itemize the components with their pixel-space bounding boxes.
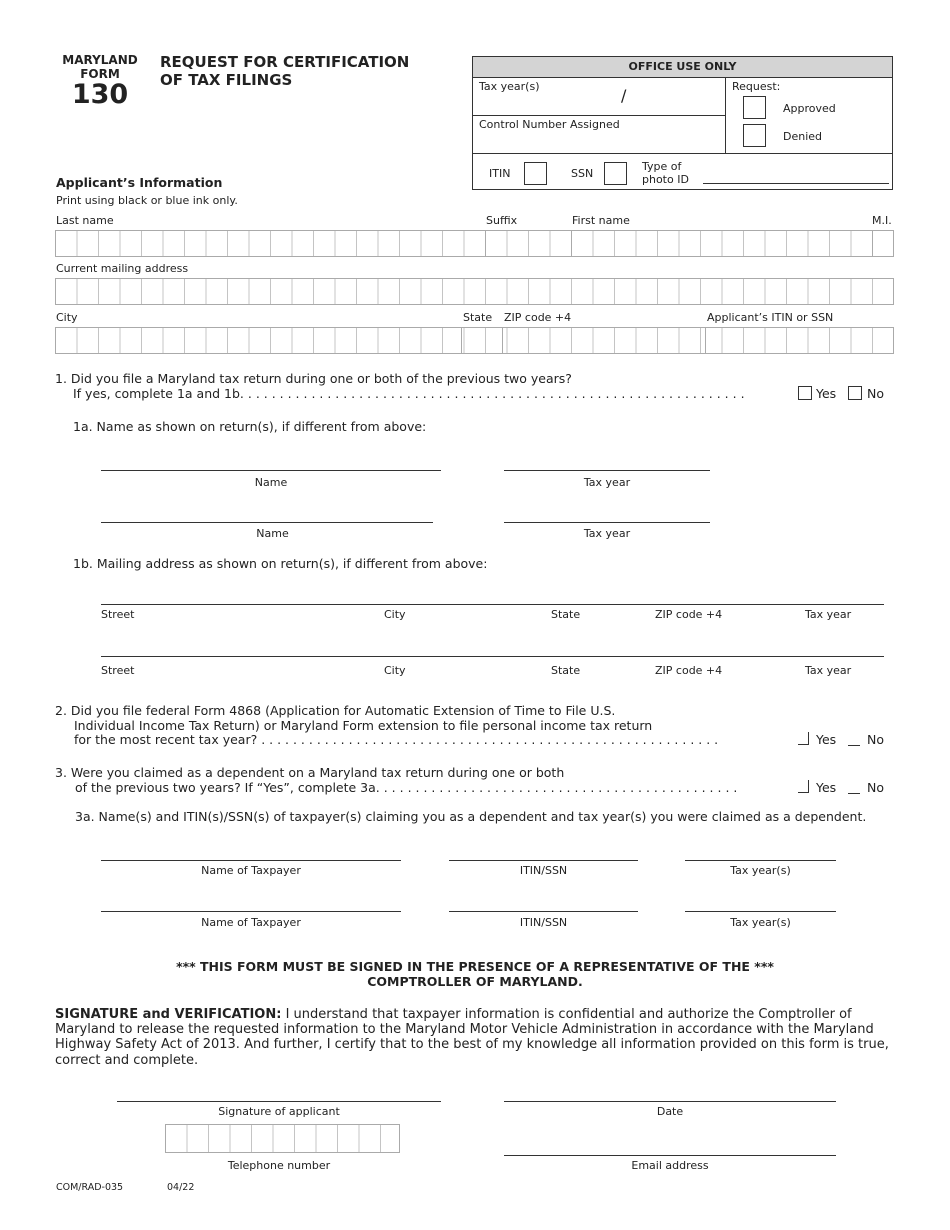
q1b-address-line-2[interactable] <box>101 656 884 657</box>
form-title-line1: REQUEST FOR CERTIFICATION <box>160 53 410 71</box>
form-code: COM/RAD-035 <box>56 1182 124 1193</box>
photo-id-label-2: photo ID <box>642 173 689 186</box>
suffix-label: Suffix <box>486 214 518 227</box>
mailing-address-label: Current mailing address <box>56 262 189 275</box>
q1a-name-line-1[interactable] <box>101 470 441 471</box>
q1b-tax-year-label-2: Tax year <box>805 664 852 677</box>
tax-years-label: Tax year(s) <box>479 80 540 93</box>
signature-verification-paragraph <box>55 1007 897 1068</box>
denied-checkbox[interactable] <box>743 124 766 147</box>
q1b-street-label-1: Street <box>101 608 135 621</box>
q1a-tax-year-label-1: Tax year <box>583 476 631 489</box>
q1-yes-checkbox[interactable] <box>798 386 812 400</box>
itin-checkbox[interactable] <box>524 162 547 185</box>
state-label: MARYLAND <box>62 53 138 67</box>
q2-text-line2: Individual Income Tax Return) or Maryland Form extension to file personal income tax return <box>74 718 653 733</box>
q3-text-line2: of the previous two years? If “Yes”, complete 3a. . . . . . . . . . . . . . . . . . . . . . . . . . . . . . . . . . . . . . . . . . . . . . <box>75 780 738 795</box>
last-name-label: Last name <box>56 214 114 227</box>
q1a-tax-year-line-2[interactable] <box>504 522 710 523</box>
q1a-name-line-2[interactable] <box>101 522 433 523</box>
signature-heading: SIGNATURE and VERIFICATION: <box>55 1007 282 1022</box>
q1-yes-label: Yes <box>816 386 837 401</box>
q3-yes-checkbox[interactable] <box>798 780 809 793</box>
q3-yes-label: Yes <box>816 780 837 795</box>
q1b-zip-label-1: ZIP code +4 <box>655 608 723 621</box>
form-number: 130 <box>71 79 129 110</box>
q1b-state-label-2: State <box>551 664 581 677</box>
q3a-itin-line-2[interactable] <box>449 911 638 912</box>
q1b-city-label-2: City <box>384 664 406 677</box>
ssn-label: SSN <box>571 167 594 180</box>
q1b-text: 1b. Mailing address as shown on return(s), if different from above: <box>73 556 488 571</box>
q1b-zip-label-2: ZIP code +4 <box>655 664 723 677</box>
date-label: Date <box>656 1105 684 1118</box>
q2-yes-checkbox[interactable] <box>798 732 809 745</box>
signature-label: Signature of applicant <box>218 1105 340 1118</box>
q2-text-line3: for the most recent tax year? . . . . . . . . . . . . . . . . . . . . . . . . . . . . . . . . . . . . . . . . . . . . . . . . . . . . . . . . . . <box>74 732 719 747</box>
itin-label: ITIN <box>489 167 511 180</box>
q1b-tax-year-label-1: Tax year <box>805 608 852 621</box>
q3a-tax-years-line-1[interactable] <box>685 860 836 861</box>
signature-text: I understand that taxpayer information is confidential and authorize the Comptroller of Maryland to release the requested information to the Maryland Motor Vehicle Administration in accordance with the Maryland Highway Safety Act of 2013. And further, I certify that to the best of my knowledge all information provided on this form is true, correct and complete. <box>55 1007 889 1068</box>
q1b-state-label-1: State <box>551 608 581 621</box>
q1b-street-label-2: Street <box>101 664 135 677</box>
signature-line[interactable] <box>117 1101 441 1102</box>
q3a-taxpayer-label-2: Name of Taxpayer <box>201 916 301 929</box>
q1b-address-line-1[interactable] <box>101 604 884 605</box>
office-use-box <box>472 56 893 190</box>
telephone-label: Telephone number <box>227 1159 331 1172</box>
date-line[interactable] <box>504 1101 836 1102</box>
first-name-label: First name <box>572 214 630 227</box>
photo-id-field[interactable] <box>703 183 889 184</box>
q3-text-line1: 3. Were you claimed as a dependent on a Maryland tax return during one or both <box>55 765 565 780</box>
approved-checkbox[interactable] <box>743 96 766 119</box>
q3a-taxpayer-label-1: Name of Taxpayer <box>201 864 301 877</box>
q1a-tax-year-line-1[interactable] <box>504 470 710 471</box>
q2-no-checkbox[interactable] <box>848 745 860 746</box>
zip-label: ZIP code +4 <box>504 311 572 324</box>
q3a-tax-years-line-2[interactable] <box>685 911 836 912</box>
signing-notice-line1: *** THIS FORM MUST BE SIGNED IN THE PRESENCE OF A REPRESENTATIVE OF THE *** <box>176 959 774 974</box>
name-input-row[interactable] <box>55 230 894 257</box>
q1a-name-label-1: Name <box>254 476 288 489</box>
q1b-city-label-1: City <box>384 608 406 621</box>
q1-no-label: No <box>867 386 884 401</box>
email-label: Email address <box>631 1159 709 1172</box>
itin-ssn-label: Applicant’s ITIN or SSN <box>707 311 834 324</box>
q3-no-label: No <box>867 780 884 795</box>
q3a-tax-years-label-2: Tax year(s) <box>730 916 791 929</box>
city-state-zip-input-row[interactable] <box>55 327 894 354</box>
q3a-taxpayer-line-2[interactable] <box>101 911 401 912</box>
state-label: State <box>463 311 493 324</box>
city-label: City <box>56 311 78 324</box>
q2-yes-label: Yes <box>816 732 837 747</box>
q1a-name-label-2: Name <box>256 527 289 540</box>
mi-label: M.I. <box>872 214 892 227</box>
tax-years-separator: / <box>621 86 627 105</box>
form-revision: 04/22 <box>167 1182 195 1193</box>
mailing-address-input[interactable] <box>55 278 894 305</box>
form-title-line2: OF TAX FILINGS <box>160 71 293 89</box>
applicant-heading: Applicant’s Information <box>56 175 223 190</box>
q2-text-line1: 2. Did you file federal Form 4868 (Application for Automatic Extension of Time to File U.S. <box>55 703 616 718</box>
request-label: Request: <box>732 80 781 93</box>
q3a-tax-years-label-1: Tax year(s) <box>730 864 791 877</box>
form-label: FORM <box>80 67 120 81</box>
approved-label: Approved <box>783 102 836 115</box>
q3a-itin-line-1[interactable] <box>449 860 638 861</box>
control-number-label: Control Number Assigned <box>479 118 620 131</box>
q1-text-line1: 1. Did you file a Maryland tax return during one or both of the previous two years? <box>55 371 572 386</box>
q3-no-checkbox[interactable] <box>848 793 860 794</box>
signing-notice-line2: COMPTROLLER OF MARYLAND. <box>367 974 583 989</box>
email-line[interactable] <box>504 1155 836 1156</box>
q3a-taxpayer-line-1[interactable] <box>101 860 401 861</box>
q3a-itin-label-1: ITIN/SSN <box>519 864 568 877</box>
q1a-text: 1a. Name as shown on return(s), if different from above: <box>73 419 427 434</box>
telephone-input[interactable] <box>165 1124 400 1153</box>
office-use-heading: OFFICE USE ONLY <box>473 57 892 78</box>
q3a-itin-label-2: ITIN/SSN <box>519 916 568 929</box>
q1a-tax-year-label-2: Tax year <box>583 527 631 540</box>
photo-id-label-1: Type of <box>642 160 682 173</box>
ink-instruction: Print using black or blue ink only. <box>56 194 238 207</box>
ssn-checkbox[interactable] <box>604 162 627 185</box>
q1-no-checkbox[interactable] <box>848 386 862 400</box>
q1-text-line2: If yes, complete 1a and 1b. . . . . . . . . . . . . . . . . . . . . . . . . . . . . . . . . . . . . . . . . . . . . . . . . . . . . . . . . . . . . . . . <box>73 386 745 401</box>
q3a-text: 3a. Name(s) and ITIN(s)/SSN(s) of taxpayer(s) claiming you as a dependent and tax year(s) you were claimed as a dependent. <box>75 809 867 824</box>
q2-no-label: No <box>867 732 884 747</box>
denied-label: Denied <box>783 130 823 143</box>
